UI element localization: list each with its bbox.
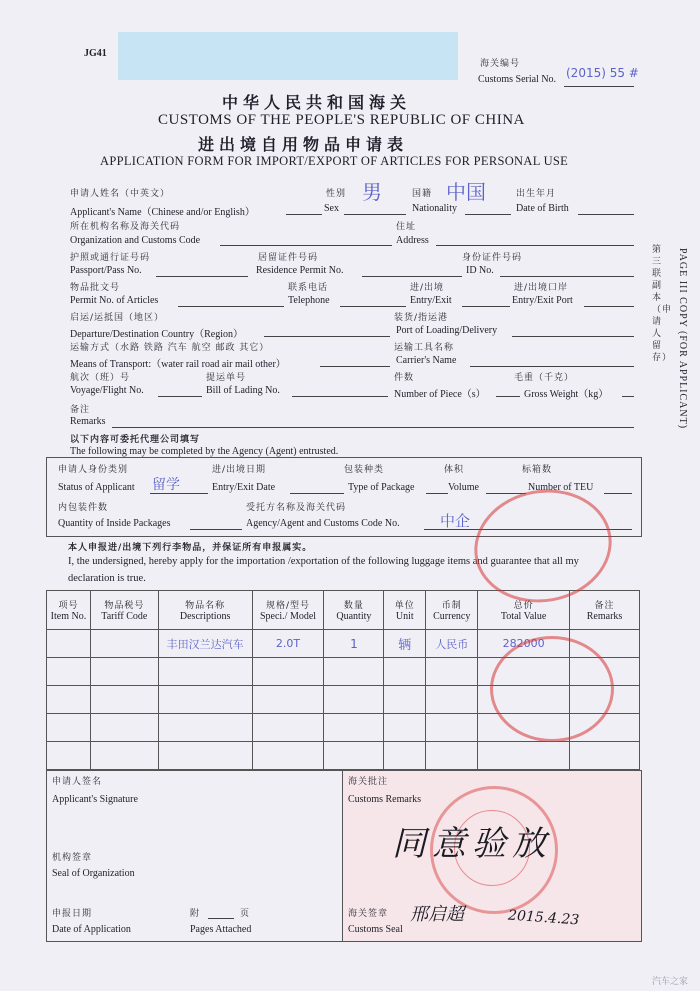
side-label-cn: 第三联 副本（申请人留存） xyxy=(652,245,673,363)
transport-label-cn: 运输方式（水路 铁路 汽车 航空 邮政 其它） xyxy=(70,343,270,353)
customs-remarks-label-en: Customs Remarks xyxy=(348,794,422,805)
dob-label-cn: 出生年月 xyxy=(516,189,557,199)
entry-date-label-cn: 进/出境日期 xyxy=(212,465,267,475)
org-seal-label-cn: 机构签章 xyxy=(52,853,93,863)
id-label-cn: 身份证件号码 xyxy=(462,253,523,263)
lading-label-cn: 提运单号 xyxy=(206,373,247,383)
port-label-cn: 进/出境口岸 xyxy=(514,283,569,293)
transport-label-en: Means of Transport:（water rail road air mail other） xyxy=(70,359,286,370)
agency-intro-cn: 以下内容可委托代理公司填写 xyxy=(70,435,201,445)
declaration-cn: 本人申报进/出境下列行李物品，并保证所有申报属实。 xyxy=(68,543,313,553)
carrier-label-en: Carrier's Name xyxy=(396,355,457,366)
loading-label-en: Port of Loading/Delivery xyxy=(396,325,498,336)
sex-value: 男 xyxy=(362,180,382,204)
voyage-label-en: Voyage/Flight No. xyxy=(70,385,144,396)
declaration-en-1: I, the undersigned, hereby apply for the importation /exportation of the following luggage items and guarantee that all my xyxy=(68,556,579,567)
row1-currency: 人民币 xyxy=(426,630,478,658)
header-model: 规格/型号 Speci./ Model xyxy=(252,591,324,630)
package-label-en: Type of Package xyxy=(348,482,415,493)
row1-description: 丰田汉兰达汽车 xyxy=(158,630,252,658)
volume-label-cn: 体积 xyxy=(444,465,465,475)
passport-label-en: Passport/Pass No. xyxy=(70,265,142,276)
remarks-label-cn: 备注 xyxy=(70,405,91,415)
signature-label-cn: 申请人签名 xyxy=(52,777,103,787)
header-total: 总价 Total Value xyxy=(478,591,570,630)
nationality-value: 中国 xyxy=(446,180,486,204)
residence-label-en: Residence Permit No. xyxy=(256,265,344,276)
id-label-en: ID No. xyxy=(466,265,494,276)
table-row xyxy=(47,742,640,770)
residence-label-cn: 居留证件号码 xyxy=(258,253,319,263)
applicant-label-cn: 申请人姓名（中英文） xyxy=(70,189,171,199)
handwritten-date: 2015.4.23 xyxy=(507,907,580,929)
entry-label-en: Entry/Exit xyxy=(410,295,452,306)
teu-label-cn: 标箱数 xyxy=(522,465,553,475)
weight-label-en: Gross Weight（kg） xyxy=(524,389,609,400)
form-title-cn: 进出境自用物品申请表 xyxy=(198,135,409,154)
passport-label-cn: 护照或通行证号码 xyxy=(70,253,151,263)
header-unit: 单位 Unit xyxy=(384,591,426,630)
nationality-label-en: Nationality xyxy=(412,203,457,214)
agency-intro-en: The following may be completed by the Agency (Agent) entrusted. xyxy=(70,446,339,457)
loading-label-cn: 装货/指运港 xyxy=(394,313,449,323)
clearance-stamp xyxy=(490,636,614,742)
inside-label-en: Quantity of Inside Packages xyxy=(58,518,171,529)
tel-label-cn: 联系电话 xyxy=(288,283,329,293)
status-label-cn: 申请人身份类别 xyxy=(58,465,129,475)
status-value: 留学 xyxy=(152,477,180,493)
attached-label-cn: 附 xyxy=(190,909,201,919)
customs-seal-label-en: Customs Seal xyxy=(348,924,403,935)
volume-label-en: Volume xyxy=(448,482,479,493)
applicant-field[interactable] xyxy=(286,214,322,215)
form-code: JG41 xyxy=(84,48,107,59)
pieces-label-en: Number of Piece（s） xyxy=(394,389,486,400)
customs-remark-handwriting: 同意验放 xyxy=(392,824,552,864)
teu-label-en: Number of TEU xyxy=(528,482,594,493)
header-currency: 币制 Currency xyxy=(426,591,478,630)
serial-value: (2015) 55 # xyxy=(566,66,639,80)
header-description: 物品名称 Descriptions xyxy=(158,591,252,630)
side-label-en: PAGE III COPY (FOR APPLICANT) xyxy=(677,248,688,430)
entry-date-label-en: Entry/Exit Date xyxy=(212,482,276,493)
address-label-cn: 住址 xyxy=(396,222,417,232)
row1-model: 2.0T xyxy=(252,630,324,658)
form-title-en: APPLICATION FORM FOR IMPORT/EXPORT OF ARTICLES FOR PERSONAL USE xyxy=(100,154,569,168)
remarks-label-en: Remarks xyxy=(70,416,106,427)
pieces-label-cn: 件数 xyxy=(394,373,415,383)
status-label-en: Status of Applicant xyxy=(58,482,135,493)
watermark: 汽车之家 xyxy=(652,977,689,987)
date-label-cn: 申报日期 xyxy=(52,909,93,919)
port-label-en: Entry/Exit Port xyxy=(512,295,573,306)
org-label-en: Organization and Customs Code xyxy=(70,235,201,246)
customs-remarks-label-cn: 海关批注 xyxy=(348,777,389,787)
officer-signature: 邢启超 xyxy=(410,904,464,925)
row1-unit: 辆 xyxy=(384,630,426,658)
agent-label-cn: 受托方名称及海关代码 xyxy=(246,503,347,513)
applicant-label-en: Applicant's Name（Chinese and/or English） xyxy=(70,207,255,218)
carrier-label-cn: 运输工具名称 xyxy=(394,343,455,353)
permit-label-cn: 物品批文号 xyxy=(70,283,121,293)
agent-value: 中企 xyxy=(440,512,471,530)
header-quantity: 数量 Quantity xyxy=(324,591,384,630)
sex-label-en: Sex xyxy=(324,203,339,214)
header-item-no: 项号 Item No. xyxy=(47,591,91,630)
title-cn: 中华人民共和国海关 xyxy=(222,93,412,112)
address-label-en: Address xyxy=(396,235,429,246)
redaction-block xyxy=(118,32,458,80)
header-tariff: 物品税号 Tariff Code xyxy=(90,591,158,630)
attached-label-cn2: 页 xyxy=(240,909,251,919)
title-en: CUSTOMS OF THE PEOPLE'S REPUBLIC OF CHINA xyxy=(158,112,525,128)
header-remarks: 备注 Remarks xyxy=(570,591,640,630)
country-label-cn: 启运/运抵国（地区） xyxy=(70,313,165,323)
entry-label-cn: 进/出境 xyxy=(410,283,445,293)
row1-total: 282000 xyxy=(478,630,570,658)
org-label-cn: 所在机构名称及海关代码 xyxy=(70,222,181,232)
lading-label-en: Bill of Lading No. xyxy=(206,385,280,396)
nationality-label-cn: 国籍 xyxy=(412,189,433,199)
declaration-en-2: declaration is true. xyxy=(68,573,146,584)
tel-label-en: Telephone xyxy=(288,295,330,306)
serial-label-en: Customs Serial No. xyxy=(478,74,557,85)
signature-label-en: Applicant's Signature xyxy=(52,794,138,805)
customs-seal-label-cn: 海关签章 xyxy=(348,909,389,919)
date-label-en: Date of Application xyxy=(52,924,131,935)
attached-label-en: Pages Attached xyxy=(190,924,252,935)
org-seal-label-en: Seal of Organization xyxy=(52,868,135,879)
serial-label-cn: 海关编号 xyxy=(480,59,521,69)
dob-label-en: Date of Birth xyxy=(516,203,569,214)
package-label-cn: 包装种类 xyxy=(344,465,385,475)
country-label-en: Departure/Destination Country（Region） xyxy=(70,329,244,340)
permit-label-en: Permit No. of Articles xyxy=(70,295,159,306)
sex-label-cn: 性别 xyxy=(326,189,347,199)
row1-quantity: 1 xyxy=(324,630,384,658)
agent-label-en: Agency/Agent and Customs Code No. xyxy=(246,518,400,529)
voyage-label-cn: 航次（班）号 xyxy=(70,373,131,383)
weight-label-cn: 毛重（千克） xyxy=(514,373,575,383)
inside-label-cn: 内包装件数 xyxy=(58,503,109,513)
